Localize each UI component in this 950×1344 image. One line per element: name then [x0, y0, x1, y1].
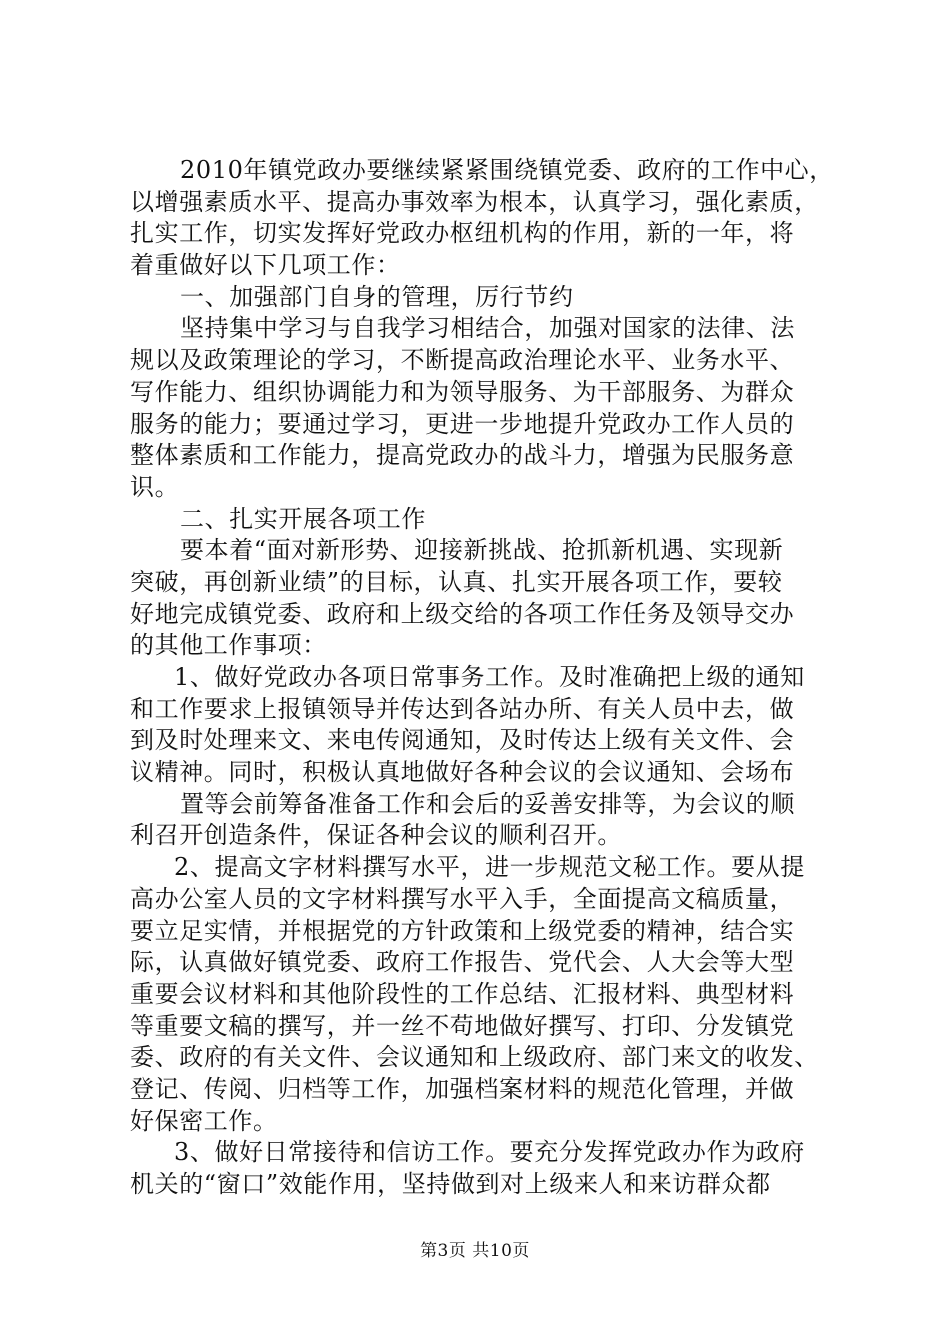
paragraph-line: 机关的“窗口”效能作用，坚持做到对上级来人和来访群众都: [130, 1170, 771, 1198]
paragraph-line: 3、做好日常接待和信访工作。要充分发挥党政办作为政府: [174, 1138, 805, 1167]
paragraph-line: 整体素质和工作能力，提高党政办的战斗力，增强为民服务意: [130, 441, 795, 470]
paragraph-line: 际，认真做好镇党委、政府工作报告、党代会、人大会等大型: [130, 948, 795, 977]
paragraph-line: 规以及政策理论的学习，不断提高政治理论水平、业务水平、: [130, 346, 795, 375]
paragraph-line: 突破，再创新业绩”的目标，认真、扎实开展各项工作，要较: [130, 567, 783, 596]
paragraph-line: 要本着“面对新形势、迎接新挑战、抢抓新机遇、实现新: [180, 536, 784, 565]
paragraph-line: 服务的能力；要通过学习，更进一步地提升党政办工作人员的: [130, 409, 795, 438]
paragraph-line: 2、提高文字材料撰写水平，进一步规范文秘工作。要从提: [174, 853, 805, 882]
page-number-footer: 第3页 共10页: [420, 1241, 530, 1261]
section-heading: 二、扎实开展各项工作: [180, 504, 426, 533]
paragraph-line: 坚持集中学习与自我学习相结合，加强对国家的法律、法: [180, 314, 795, 343]
paragraph-line: 和工作要求上报镇领导并传达到各站办所、有关人员中去，做: [130, 694, 795, 723]
paragraph-line: 置等会前筹备准备工作和会后的妥善安排等，为会议的顺: [180, 789, 795, 818]
paragraph-line: 以增强素质水平、提高办事效率为根本，认真学习，强化素质，: [130, 187, 819, 216]
paragraph-line: 好地完成镇党委、政府和上级交给的各项工作任务及领导交办: [130, 599, 795, 628]
paragraph-line: 等重要文稿的撰写，并一丝不苟地做好撰写、打印、分发镇党: [130, 1011, 795, 1040]
paragraph-line: 着重做好以下几项工作：: [130, 251, 401, 280]
paragraph-line: 到及时处理来文、来电传阅通知，及时传达上级有关文件、会: [130, 726, 795, 755]
paragraph-line: 写作能力、组织协调能力和为领导服务、为干部服务、为群众: [130, 377, 795, 406]
paragraph-line: 识。: [130, 472, 180, 501]
paragraph-line: 议精神。同时，积极认真地做好各种会议的会议通知、会场布: [130, 758, 795, 787]
section-heading: 一、加强部门自身的管理，厉行节约: [180, 282, 574, 311]
document-body: [130, 155, 845, 1201]
paragraph-line: 的其他工作事项：: [130, 631, 327, 660]
paragraph-line: 好保密工作。: [130, 1106, 278, 1135]
paragraph-line: 高办公室人员的文字材料撰写水平入手，全面提高文稿质量，: [130, 884, 795, 913]
paragraph-line: 扎实工作，切实发挥好党政办枢纽机构的作用，新的一年，将: [130, 219, 795, 248]
paragraph-line: 委、政府的有关文件、会议通知和上级政府、部门来文的收发、: [130, 1043, 819, 1072]
paragraph-line: 登记、传阅、归档等工作，加强档案材料的规范化管理，并做: [130, 1074, 795, 1103]
paragraph-line: 要立足实情，并根据党的方针政策和上级党委的精神，结合实: [130, 916, 795, 945]
paragraph-line: 重要会议材料和其他阶段性的工作总结、汇报材料、典型材料: [130, 979, 795, 1008]
paragraph-line: 2010年镇党政办要继续紧紧围绕镇党委、政府的工作中心，: [180, 156, 834, 184]
paragraph-line: 利召开创造条件，保证各种会议的顺利召开。: [130, 821, 622, 850]
paragraph-line: 1、做好党政办各项日常事务工作。及时准确把上级的通知: [174, 663, 805, 691]
